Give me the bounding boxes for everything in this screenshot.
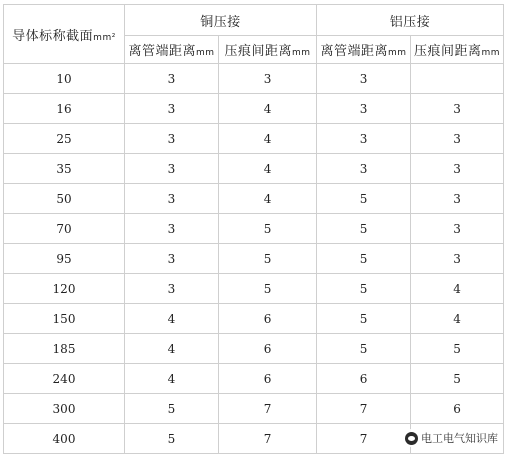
copper-mark-distance-cell: 4: [219, 124, 317, 154]
copper-mark-distance-cell: 3: [219, 64, 317, 94]
copper-end-distance-cell: 4: [125, 364, 219, 394]
copper-mark-distance-cell: 7: [219, 394, 317, 424]
aluminum-mark-distance-cell: 3: [411, 244, 504, 274]
copper-end-distance-cell: 3: [125, 274, 219, 304]
copper-mark-distance-cell: 4: [219, 94, 317, 124]
watermark-text: 电工电气知识库: [421, 432, 498, 445]
copper-end-distance-cell: 3: [125, 154, 219, 184]
copper-mark-distance-cell: 5: [219, 214, 317, 244]
aluminum-end-distance-cell: 7: [317, 394, 411, 424]
copper-end-distance-cell: 3: [125, 64, 219, 94]
conductor-size-cell: 16: [4, 94, 125, 124]
conductor-size-cell: 400: [4, 424, 125, 454]
table-row: [4, 334, 504, 364]
aluminum-mark-distance-cell: 3: [411, 154, 504, 184]
aluminum-end-distance-cell: 5: [317, 244, 411, 274]
copper-end-distance-cell: 3: [125, 94, 219, 124]
aluminum-mark-distance-cell: 3: [411, 184, 504, 214]
table-row: [4, 394, 504, 424]
aluminum-end-distance-header: 离管端距离mm: [317, 36, 411, 64]
aluminum-mark-distance-header: 压痕间距离mm: [411, 36, 504, 64]
copper-end-distance-cell: 5: [125, 424, 219, 454]
table-row: [4, 124, 504, 154]
copper-end-distance-header: 离管端距离mm: [125, 36, 219, 64]
copper-mark-distance-cell: 6: [219, 304, 317, 334]
copper-end-distance-cell: 5: [125, 394, 219, 424]
conductor-size-cell: 95: [4, 244, 125, 274]
aluminum-end-distance-cell: 5: [317, 304, 411, 334]
aluminum-header: 铝压接: [317, 5, 504, 36]
aluminum-mark-distance-cell: 6: [411, 394, 504, 424]
copper-end-distance-cell: 4: [125, 334, 219, 364]
aluminum-end-distance-cell: 3: [317, 64, 411, 94]
conductor-size-cell: 70: [4, 214, 125, 244]
watermark: [402, 429, 501, 447]
crimp-spec-table: [3, 4, 504, 454]
copper-end-distance-cell: 4: [125, 304, 219, 334]
table-row: [4, 304, 504, 334]
copper-mark-distance-cell: 4: [219, 184, 317, 214]
conductor-size-cell: 50: [4, 184, 125, 214]
copper-end-distance-cell: 3: [125, 124, 219, 154]
aluminum-mark-distance-cell: 3: [411, 124, 504, 154]
conductor-header: 导体标称截面mm²: [4, 5, 125, 64]
table-body: [4, 64, 504, 454]
aluminum-end-distance-cell: 5: [317, 334, 411, 364]
table-row: [4, 214, 504, 244]
conductor-size-cell: 185: [4, 334, 125, 364]
aluminum-end-distance-cell: 3: [317, 154, 411, 184]
aluminum-mark-distance-cell: 5: [411, 364, 504, 394]
aluminum-end-distance-cell: 7: [317, 424, 411, 454]
copper-end-distance-cell: 3: [125, 244, 219, 274]
conductor-size-cell: 300: [4, 394, 125, 424]
table-row: [4, 184, 504, 214]
conductor-size-cell: 35: [4, 154, 125, 184]
table-row: [4, 94, 504, 124]
conductor-size-cell: 150: [4, 304, 125, 334]
copper-end-distance-cell: 3: [125, 214, 219, 244]
header-row-1: [4, 5, 504, 36]
table-row: [4, 244, 504, 274]
copper-mark-distance-cell: 5: [219, 274, 317, 304]
wechat-icon: [405, 432, 418, 445]
aluminum-end-distance-cell: 6: [317, 364, 411, 394]
conductor-size-cell: 240: [4, 364, 125, 394]
table-row: [4, 154, 504, 184]
aluminum-mark-distance-cell: [411, 64, 504, 94]
copper-mark-distance-cell: 6: [219, 334, 317, 364]
copper-mark-distance-cell: 7: [219, 424, 317, 454]
aluminum-end-distance-cell: 3: [317, 124, 411, 154]
copper-end-distance-cell: 3: [125, 184, 219, 214]
table-row: [4, 64, 504, 94]
aluminum-end-distance-cell: 5: [317, 214, 411, 244]
conductor-size-cell: 25: [4, 124, 125, 154]
aluminum-mark-distance-cell: 3: [411, 94, 504, 124]
aluminum-mark-distance-cell: 4: [411, 304, 504, 334]
copper-mark-distance-cell: 6: [219, 364, 317, 394]
conductor-size-cell: 10: [4, 64, 125, 94]
copper-mark-distance-cell: 4: [219, 154, 317, 184]
aluminum-end-distance-cell: 3: [317, 94, 411, 124]
copper-mark-distance-cell: 5: [219, 244, 317, 274]
table-row: [4, 364, 504, 394]
copper-mark-distance-header: 压痕间距离mm: [219, 36, 317, 64]
aluminum-mark-distance-cell: 4: [411, 274, 504, 304]
conductor-size-cell: 120: [4, 274, 125, 304]
table-row: [4, 274, 504, 304]
aluminum-end-distance-cell: 5: [317, 274, 411, 304]
aluminum-mark-distance-cell: 5: [411, 334, 504, 364]
aluminum-mark-distance-cell: 3: [411, 214, 504, 244]
copper-header: 铜压接: [125, 5, 317, 36]
aluminum-end-distance-cell: 5: [317, 184, 411, 214]
